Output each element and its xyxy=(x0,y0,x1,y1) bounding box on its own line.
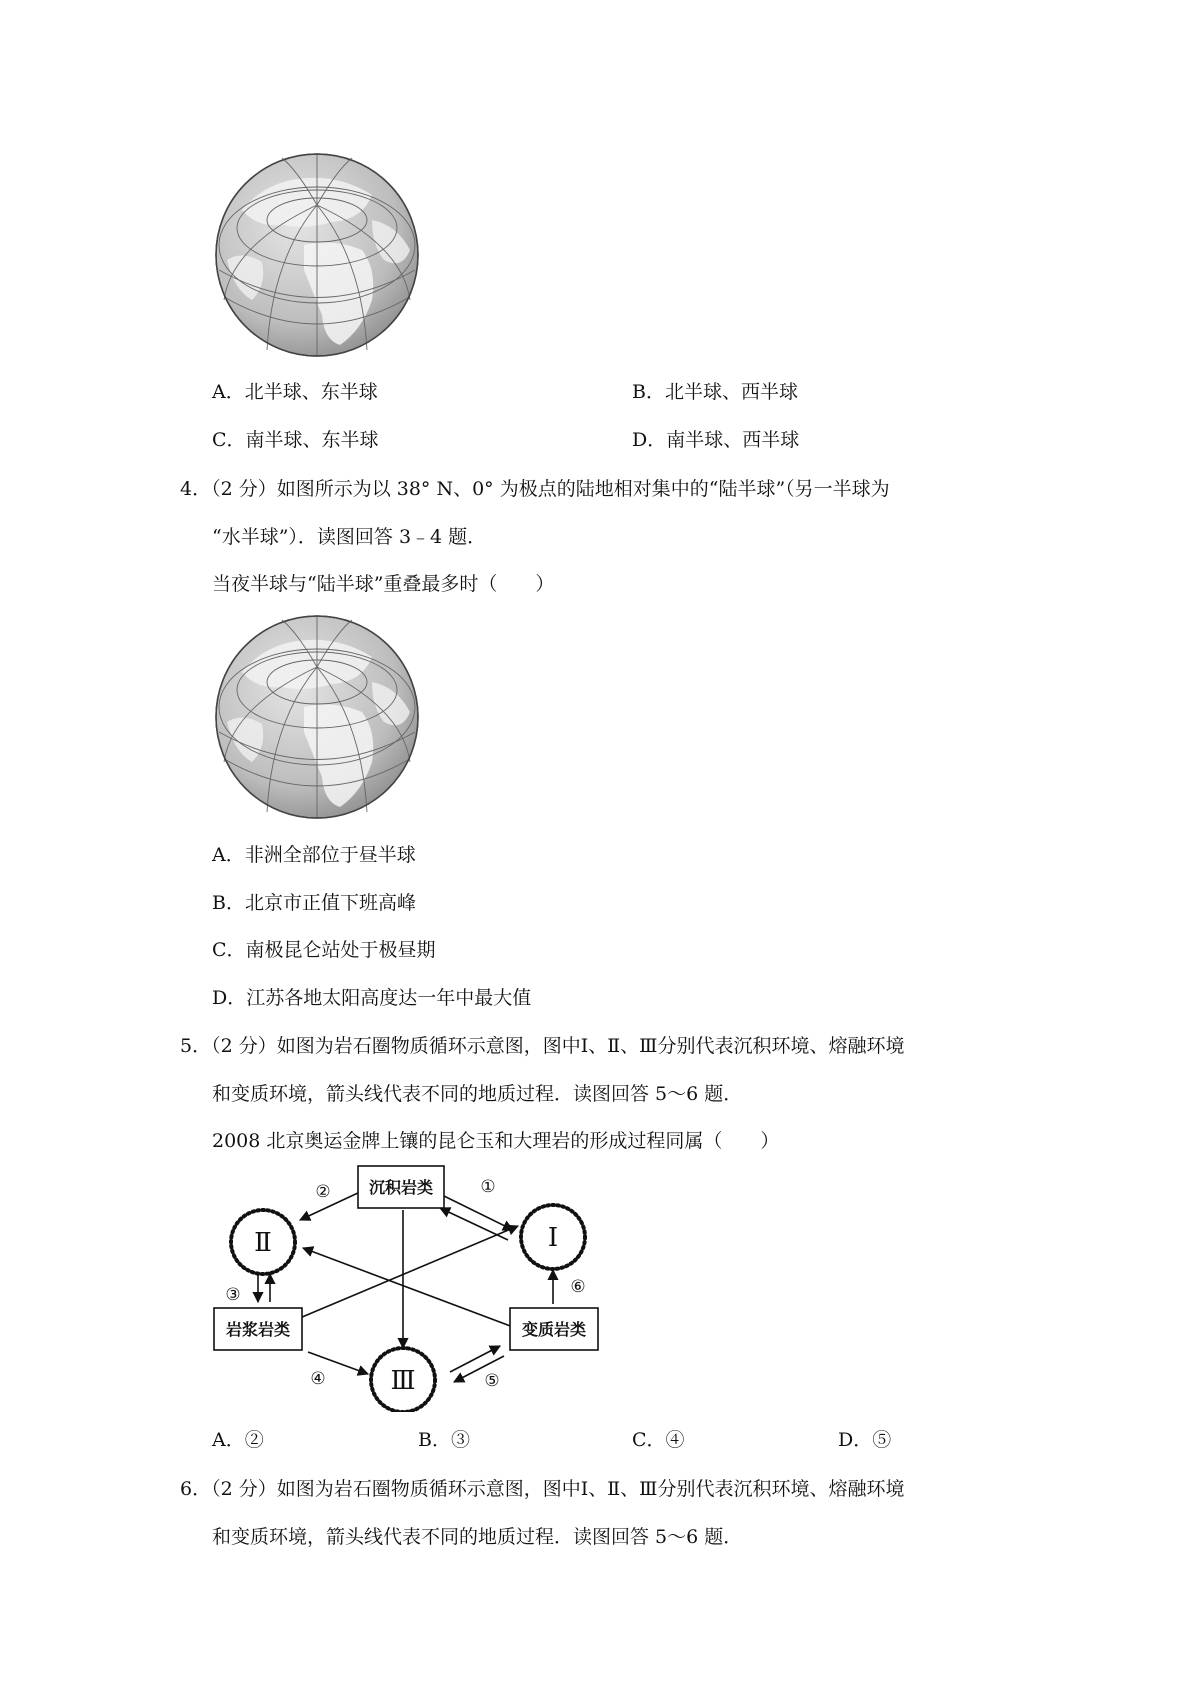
q4-stem-line1: 4．（2 分）如图所示为以 38° N、0° 为极点的陆地相对集中的“陆半球”（另一半球为 xyxy=(180,478,890,500)
q3-option-a[interactable]: A．北半球、东半球 xyxy=(212,381,378,403)
land-hemisphere-globe-image xyxy=(212,150,422,360)
box-metamorphic-label: 变质岩类 xyxy=(521,1320,587,1339)
q5-question: 2008 北京奥运金牌上镶的昆仑玉和大理岩的形成过程同属（ ） xyxy=(212,1130,780,1152)
q4-stem-line2: “水半球”）．读图回答 3﹣4 题． xyxy=(212,526,487,548)
q6-stem-line2: 和变质环境，箭头线代表不同的地质过程．读图回答 5～6 题． xyxy=(212,1526,743,1548)
q3-option-c[interactable]: C．南半球、东半球 xyxy=(212,429,379,451)
arrow-metamorphic-to-ii xyxy=(303,1248,513,1327)
arrow-label-5: ⑤ xyxy=(484,1371,500,1391)
q5-option-c[interactable]: C．④ xyxy=(632,1429,685,1451)
q4-option-a[interactable]: A．非洲全部位于昼半球 xyxy=(212,844,416,866)
box-sedimentary-label: 沉积岩类 xyxy=(368,1178,434,1197)
arrow-label-2: ② xyxy=(315,1182,331,1202)
arrow-magmatic-to-i xyxy=(295,1226,518,1320)
circle-i-label: Ⅰ xyxy=(547,1223,559,1253)
q4-option-d[interactable]: D．江苏各地太阳高度达一年中最大值 xyxy=(212,987,532,1009)
q5-option-b[interactable]: B．③ xyxy=(418,1429,470,1451)
q3-option-d[interactable]: D．南半球、西半球 xyxy=(632,429,800,451)
rock-cycle-diagram xyxy=(208,1162,608,1412)
q4-option-c[interactable]: C．南极昆仑站处于极昼期 xyxy=(212,939,436,961)
box-magmatic-label: 岩浆岩类 xyxy=(225,1320,291,1339)
q4-question: 当夜半球与“陆半球”重叠最多时（ ） xyxy=(212,573,555,595)
q4-option-b[interactable]: B．北京市正值下班高峰 xyxy=(212,892,416,914)
circle-iii-label: Ⅲ xyxy=(390,1366,416,1396)
q3-option-b[interactable]: B．北半球、西半球 xyxy=(632,381,798,403)
arrow-label-1: ① xyxy=(480,1177,496,1197)
q5-option-d[interactable]: D．⑤ xyxy=(838,1429,892,1451)
land-hemisphere-globe-image xyxy=(212,612,422,822)
arrow-label-4: ④ xyxy=(310,1369,326,1389)
q6-stem-line1: 6．（2 分）如图为岩石圈物质循环示意图，图中Ⅰ、Ⅱ、Ⅲ分别代表沉积环境、熔融环境 xyxy=(180,1478,905,1500)
arrow-label-3: ③ xyxy=(225,1285,241,1305)
q5-stem-line1: 5．（2 分）如图为岩石圈物质循环示意图，图中Ⅰ、Ⅱ、Ⅲ分别代表沉积环境、熔融环境 xyxy=(180,1035,905,1057)
q5-option-a[interactable]: A．② xyxy=(212,1429,264,1451)
arrow-label-6: ⑥ xyxy=(570,1277,586,1297)
q5-stem-line2: 和变质环境，箭头线代表不同的地质过程．读图回答 5～6 题． xyxy=(212,1083,743,1105)
circle-ii-label: Ⅱ xyxy=(254,1228,272,1258)
